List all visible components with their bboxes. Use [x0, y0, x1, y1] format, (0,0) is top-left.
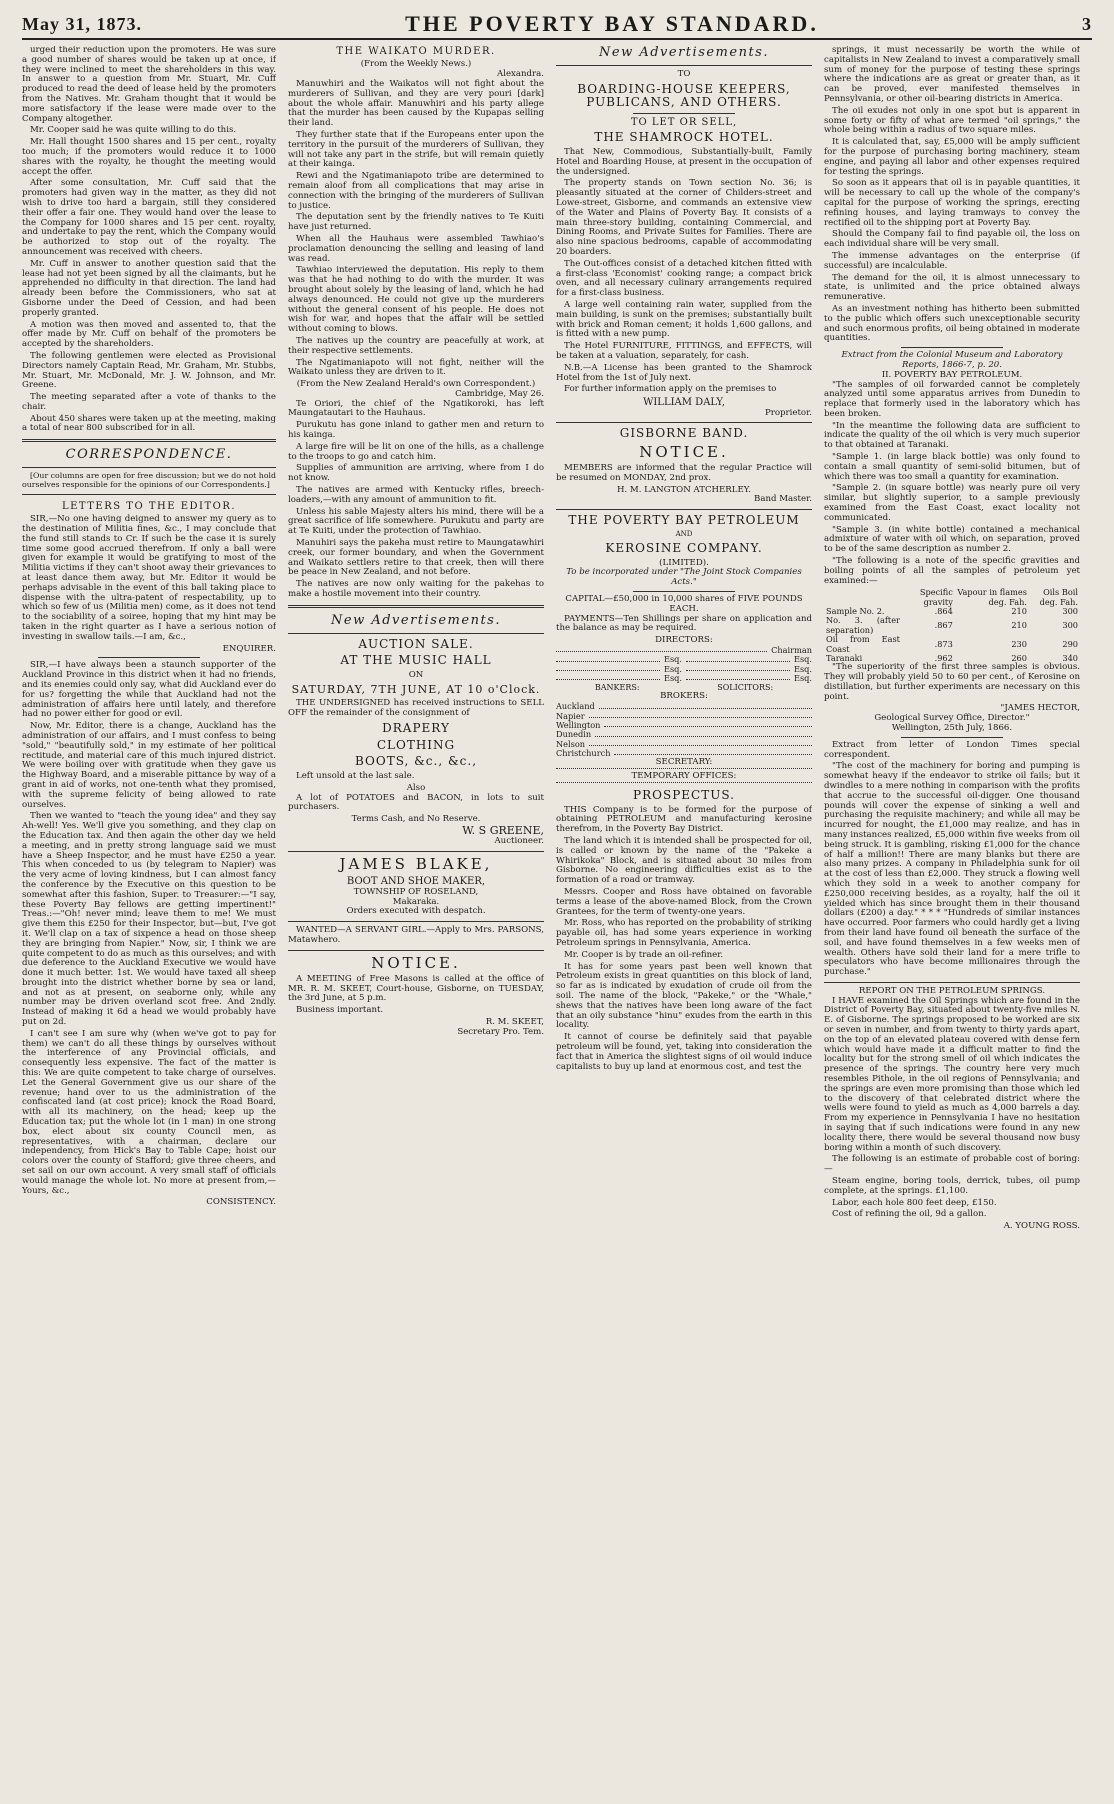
- article-paragraph: Manuwhiri and the Waikatos will not fight about the murderers of Sullivan, and they are very pouri [dark] about the whole affair. Manuwhiri and his party allege that the murder has been caused by the Kupapas selling their land.: [288, 78, 544, 129]
- ad-heading: THE POVERTY BAY PETROLEUM: [568, 513, 800, 528]
- ad-text: The property stands on Town section No. 36; is pleasantly situated at the corner of Childers-street and Lowe-street, Gisborne, and commands an extensive view of the Water and Plains of Poverty Bay. It consists of a main three-story building, containing Commercial, and Dining Rooms, and Private Suites for Families. There are also nine spacious bedrooms, capable of accommodating 20 boarders.: [556, 178, 812, 257]
- ad-signature: WILLIAM DALY,: [643, 397, 725, 409]
- extract-paragraph: "Sample 1. (in large black bottle) was only found to contain a small quantity of semi-solid bitumen, but of which there was too small a quantity for examination.: [824, 452, 1080, 482]
- ad-text: The Hotel FURNITURE, FITTINGS, and EFFECTS, will be taken at a valuation, separately, for cash.: [556, 341, 812, 361]
- ad-line: AND: [675, 529, 693, 538]
- ad-line: ON: [408, 669, 424, 680]
- ad-line: (LIMITED).: [659, 557, 709, 568]
- ad-heading: PROSPECTUS.: [633, 787, 735, 802]
- ad-line: DRAPERY: [382, 720, 450, 735]
- divider: [22, 494, 276, 495]
- divider: [556, 509, 812, 510]
- article-paragraph: After some consultation, Mr. Cuff said that the promoters had given way in the matter, as they did not wish to drive too hard a bargain, still they considered their offer a fair one. They would hand over the lease to the Company for 1000 shares and 15 per cent. royalty, and undertake to pay the rent, which the Company would be authorized to stop out of the royalty. The announcement was received with cheers.: [22, 178, 276, 257]
- gravity-table: [824, 588, 1080, 663]
- article-paragraph: Rewi and the Ngatimaniapoto tribe are determined to remain aloof from all complications that may arise in connection with the bringing of the murderers of Sullivan to justice.: [288, 171, 544, 211]
- article-paragraph: The deputation sent by the friendly natives to Te Kuiti have just returned.: [288, 212, 544, 233]
- article-paragraph: Tawhiao interviewed the deputation. His reply to them was that he had nothing to do with the murder. It was brought about solely by the leasing of land, which he had always denounced. He could not give up the murderers without the general consent of his people. He does not wish for war, and hopes that the affair will be settled without coming to blows.: [288, 265, 544, 335]
- ad-heading: THE SHAMROCK HOTEL.: [594, 130, 774, 145]
- section-heading: New Advertisements.: [599, 46, 769, 60]
- form-line: Auckland: [556, 702, 812, 711]
- dateline: Alexandra.: [496, 69, 544, 80]
- column-1: [22, 46, 276, 1796]
- letter-signature: CONSISTENCY.: [206, 1197, 276, 1208]
- prospectus-paragraph: The demand for the oil, it is almost unnecessary to state, is unlimited and the price obtained always remunerative.: [824, 272, 1080, 303]
- form-label: SOLICITORS:: [717, 683, 774, 693]
- letter-signature: ENQUIRER.: [222, 643, 276, 654]
- extract-paragraph: "Sample 2. (in square bottle) was nearly pure oil very similar, but slightly superior, to a sample previously examined from the East Coast, exact locality not communicated.: [824, 483, 1080, 523]
- ad-heading: KEROSINE COMPANY.: [605, 540, 763, 555]
- article-paragraph: A large fire will be lit on one of the hills, as a challenge to the troops to go and catch him.: [288, 441, 544, 462]
- article-paragraph: Mr. Cooper said he was quite willing to do this.: [30, 125, 237, 136]
- article-heading: THE WAIKATO MURDER.: [336, 46, 496, 57]
- table-row: Sample No. 2. .864 210 300: [826, 606, 1078, 617]
- prospectus-paragraph: THIS Company is to be formed for the purpose of obtaining PETROLEUM and manufacturing kerosine therefrom, in the Poverty Bay District.: [556, 804, 812, 835]
- ad-line: CAPITAL—£50,000 in 10,000 shares of FIVE POUNDS EACH.: [565, 593, 803, 614]
- ad-signature: Auctioneer.: [494, 836, 544, 847]
- section-heading: CORRESPONDENCE.: [65, 447, 233, 463]
- masthead: [22, 10, 1092, 40]
- report-paragraph: Cost of refining the oil, 9d a gallon.: [832, 1209, 987, 1220]
- form-line: Esq. Esq.: [556, 674, 812, 683]
- ad-line: CLOTHING: [376, 737, 456, 752]
- ad-heading: GISBORNE BAND.: [619, 426, 749, 441]
- ad-signature: H. M. LANGTON ATCHERLEY.: [616, 484, 752, 495]
- form-line: Chairman: [556, 646, 812, 655]
- editorial-note: [Our columns are open for free discussion; but we do not hold ourselves responsible for the opinions of our Correspondents.]: [22, 471, 276, 489]
- section-heading: LETTERS TO THE EDITOR.: [61, 500, 237, 512]
- section-heading: New Advertisements.: [331, 612, 501, 628]
- article-paragraph: Mr. Cuff in answer to another question said that the lease had not yet been signed by all the claimants, but he apprehended no difficulty in that direction. The land had already been before the Commissioners, who sat at Gisborne under the Deed of Cession, and had been properly granted.: [22, 258, 276, 318]
- letter-paragraph: SIR,—No one having deigned to answer my query as to the destination of Militia fines, &c., I may conclude that the fund still stands to Cr. If such be the case it is surely time some good accrued therefrom. If only a ball were given for example it would be gratifying to most of the Militia victims if they can't shoot away their grievances to at least dance them away, but Mr. Editor it would be perhaps advisable in the event of this ball taking place to dispense with the ultra-patent of respectability, up to which so few of us (Militia men) come, as it does not tend to the sociability of a soiree, hoping that my hint may be taken in the right quarter as I have a serious notion of investing in swallow tails.—I am, &c.,: [22, 514, 276, 642]
- article-paragraph: When all the Hauhaus were assembled Tawhiao's proclamation denouncing the selling and leasing of land was read.: [288, 233, 544, 264]
- ad-text: THE UNDERSIGNED has received instructions to SELL OFF the remainder of the consignment of: [288, 698, 544, 719]
- ad-line: BOOT AND SHOE MAKER,: [346, 876, 486, 888]
- ad-text: WANTED—A SERVANT GIRL.—Apply to Mrs. PARSONS, Matawhero.: [288, 925, 544, 945]
- ad-line: Makaraka.: [392, 896, 440, 907]
- extract-subheading: II. POVERTY BAY PETROLEUM.: [881, 369, 1023, 380]
- article-source: (From the New Zealand Herald's own Correspondent.): [296, 379, 536, 390]
- ad-heading: JAMES BLAKE,: [339, 855, 493, 874]
- extract-paragraph: "The samples of oil forwarded cannot be completely analyzed until some apparatus arrives from Dunedin to replace that formerly used in the laboratory which has been broken.: [824, 379, 1080, 419]
- article-paragraph: They further state that if the Europeans enter upon the territory in the pursuit of the murderers of Sullivan, they will not take any part in the strife, but will remain quietly at their kainga.: [288, 129, 544, 170]
- article-paragraph: A motion was then moved and assented to, that the offer made by Mr. Cuff on behalf of the promoters be accepted by the shareholders.: [22, 319, 276, 350]
- dateline: Cambridge, May 26.: [455, 388, 544, 399]
- form-line: Esq. Esq.: [556, 655, 812, 664]
- ad-text: Left unsold at the last sale.: [296, 770, 415, 781]
- divider: [288, 633, 544, 634]
- article-paragraph: The meeting separated after a vote of thanks to the chair.: [22, 392, 276, 412]
- column-3: [556, 46, 812, 1796]
- divider: [901, 347, 1003, 348]
- form-label: SECRETARY:: [655, 757, 713, 768]
- ad-heading: AUCTION SALE.: [358, 636, 474, 651]
- form-label: TEMPORARY OFFICES:: [631, 771, 737, 782]
- article-paragraph: About 450 shares were taken up at the meeting, making a total of near 800 subscribed for in all.: [22, 413, 276, 434]
- column-4: [824, 46, 1080, 1796]
- letter-paragraph: Then we wanted to "teach the young idea" and they say Ah-well! Yes. We'll give you something, and they clap on the Education tax. And then again the other day we held a meeting, and in pretty strong language said we must have a Sheep Inspector, and he must have £250 a year. This when conceded to us (by telegram to Napier) was the very acme of loving kindness, but I can almost fancy the conference by the Executive on this question to be somewhat after this fashion, Super. to Treasurer:—"I say, these Poverty Bay fellows are getting impertinent!" Treas.:—"Oh! never mind; leave them to me! We must give them this £250 for their Inspector, but—but, I've got it. We'll clap on a tax of sixpence a head on those sheep they are bringing from Napier." Now, sir, I think we are quite competent to do as much as this ourselves; and with due deference to the Auckland Executive we would have done it much better. 1st. We would have taxed all sheep brought into the district whether borne by sea or land, and not as at present, on seaborne only, while any number may be driven overland scot free. And 2ndly. Instead of making it 6d a head we would probably have put on 2d.: [22, 811, 276, 1028]
- prospectus-paragraph: It cannot of course be definitely said that payable petroleum will be found, yet, taking into consideration the fact that in America the slightest signs of oil would induce capitalists to buy up land at enormous cost, and test the: [556, 1032, 812, 1072]
- table-row: No. 3. (after separation) .867 210 300: [826, 615, 1078, 635]
- table-header-row: Specific gravity Vapour in flames deg. Fah. Oils Boil deg. Fah.: [919, 587, 1078, 607]
- ad-line: To be incorporated under "The Joint Stock Companies Acts.": [566, 567, 802, 588]
- ad-line: TOWNSHIP OF ROSELAND,: [353, 886, 479, 897]
- form-label: BANKERS:: [594, 683, 640, 693]
- ad-heading: NOTICE.: [639, 443, 729, 461]
- article-paragraph: The Ngatimaniapoto will not fight, neither will the Waikato unless they are driven to it.: [288, 357, 544, 378]
- prospectus-paragraph: So soon as it appears that oil is in payable quantities, it will be necessary to call up the whole of the company's capital for the purpose of working the springs, erecting refining houses, and laying tramways to convey the rectified oil to the shipping port at Poverty Bay.: [824, 178, 1080, 228]
- report-paragraph: I HAVE examined the Oil Springs which are found in the District of Poverty Bay, situated about twenty-five miles N. E. of Gisborne. The springs proposed to be worked are six or seven in number, and from twenty to thirty yards apart, on the top of an elevated plateau covered with dense fern which would have made it a difficult matter to find the locality but for the strong smell of oil which indicates the presence of the springs. The country here very much resembles Pithole, in the oil regions of Pennsylvania; and the springs are even more promising than those which led to the discovery of that celebrated district where the wells were found to yield as much as 4,000 barrels a day. From my experience in Pennsylvania I have no hesitation in saying that if such indications were found in any new locality there, there would be several thousand now busy boring within a month of such discovery.: [824, 995, 1080, 1153]
- divider: [98, 657, 200, 658]
- form-label: BROKERS:: [660, 691, 708, 702]
- ad-signature: W. S GREENE,: [462, 823, 544, 837]
- article-paragraph: The natives are now only waiting for the pakehas to make a hostile movement into their country.: [288, 579, 544, 600]
- divider: [633, 591, 735, 592]
- extract-paragraph: "The superiority of the first three samples is obvious. They will probably yield 50 to 60 per cent., of Kerosine on distillation, but further experiments are necessary on this point.: [824, 662, 1080, 702]
- ad-line: Orders executed with despatch.: [346, 906, 486, 917]
- prospectus-paragraph: Messrs. Cooper and Ross have obtained on favorable terms a lease of the above-named Block, from the Crown Grantees, for the term of twenty-one years.: [556, 886, 812, 917]
- ad-text: For further information apply on the premises to: [564, 384, 777, 395]
- ad-text: MEMBERS are informed that the regular Practice will be resumed on MONDAY, 2nd prox.: [556, 463, 812, 483]
- report-paragraph: Labor, each hole 800 feet deep, £150.: [832, 1197, 997, 1208]
- extract-heading: Extract from letter of London Times special correspondent.: [824, 739, 1080, 760]
- extract-paragraph: "Sample 3. (in white bottle) contained a mechanical admixture of water with oil which, on separation, proved to be of the same description as number 2.: [824, 524, 1080, 555]
- extract-signature: Geological Survey Office, Director.": [874, 713, 1030, 724]
- divider: [633, 113, 735, 114]
- form-line: Napier: [556, 712, 812, 721]
- divider: [22, 439, 276, 442]
- ad-line: AT THE MUSIC HALL: [340, 653, 492, 668]
- ad-text: The Out-offices consist of a detached kitchen fitted with a first-class 'Economist' cooking range; a compact brick oven, and all necessary culinary arrangements required for a first-class business.: [556, 258, 812, 299]
- divider: [901, 737, 1003, 738]
- report-paragraph: The following is an estimate of probable cost of boring:—: [824, 1154, 1080, 1175]
- report-heading: REPORT ON THE PETROLEUM SPRINGS.: [858, 985, 1046, 996]
- ad-line: SATURDAY, 7TH JUNE, AT 10 o'Clock.: [291, 682, 541, 696]
- extract-signature: Wellington, 25th July, 1866.: [891, 722, 1013, 733]
- prospectus-paragraph: As an investment nothing has hitherto been submitted to the public which offers such unexceptionable security and such enormous profits, oil being obtained in moderate quantities.: [824, 303, 1080, 344]
- form-line: Christchurch: [556, 749, 812, 758]
- ad-signature: Secretary Pro. Tem.: [457, 1026, 544, 1037]
- ad-text: Business important.: [296, 1005, 384, 1016]
- form-label: DIRECTORS:: [655, 635, 713, 646]
- table-row: Oil from East Coast .873 230 290: [826, 634, 1078, 654]
- article-paragraph: The natives are armed with Kentucky rifles, breech-loaders,—with any amount of ammunition to fit.: [288, 485, 544, 505]
- ad-text: A MEETING of Free Masons is called at the office of MR. R. M. SKEET, Court-house, Gisborne, on TUESDAY, the 3rd June, at 5 p.m.: [288, 973, 544, 1004]
- divider: [288, 851, 544, 852]
- prospectus-paragraph: Mr. Ross, who has reported on the probability of striking payable oil, has had some years experience in working Petroleum springs in Pennsylvania, America.: [556, 918, 812, 948]
- ad-line: BOOTS, &c., &c.,: [354, 754, 478, 769]
- ad-line: TO LET OR SELL,: [630, 116, 738, 128]
- letter-paragraph: SIR,—I have always been a staunch supporter of the Auckland Province in this district when it had no friends, and its enemies could only say, what did Auckland ever do for us? forgetting the while that Auckland had not the administration of affairs here until lately, and therefore had no power either for good or evil.: [22, 660, 276, 720]
- table-row: Taranaki .962 260 340: [826, 652, 1078, 663]
- columns: [22, 46, 1092, 1796]
- ad-line: Terms Cash, and No Reserve.: [351, 814, 481, 825]
- divider: [288, 605, 544, 608]
- divider: [556, 422, 812, 423]
- divider: [824, 982, 1080, 983]
- divider: [556, 65, 812, 66]
- issue-date: May 31, 1873.: [22, 13, 142, 34]
- ad-signature: Proprietor.: [764, 407, 812, 418]
- article-paragraph: The natives up the country are peacefully at work, at their respective settlements.: [288, 335, 544, 356]
- article-paragraph: urged their reduction upon the promoters. He was sure a good number of shares would be taken up at once, if they were inclined to meet the shareholders in this way. In answer to a question from Mr. Stuart, Mr. Cuff produced to read the deed of lease held by the promoters from the Natives. Mr. Graham thought that it would be more satisfactory if the lease were made over to the Company altogether.: [22, 46, 276, 124]
- article-paragraph: Supplies of ammunition are arriving, where from I do not know.: [288, 463, 544, 484]
- extract-paragraph: "In the meantime the following data are sufficient to indicate the quality of the oil which is very much superior to that obtained at Taranaki.: [824, 420, 1080, 451]
- newspaper-title: THE POVERTY BAY STANDARD.: [405, 11, 819, 36]
- prospectus-paragraph: It has for some years past been well known that Petroleum exists in great quantities on this block of land, so far as is indicated by exudation of crude oil from the soil. The name of the block, "Pakeke," or the "Whale," shews that the natives have been long aware of the fact that an oily substance "hinu" exudes from the earth in this locality.: [556, 961, 812, 1031]
- extract-signature: "JAMES HECTOR,: [1000, 703, 1080, 714]
- form-line: Nelson: [556, 740, 812, 749]
- column-2: [288, 46, 544, 1796]
- ad-line: Also: [406, 782, 426, 793]
- ad-signature: Band Master.: [754, 494, 812, 505]
- report-signature: A. YOUNG ROSS.: [1003, 1221, 1080, 1232]
- prospectus-paragraph: springs, it must necessarily be worth the while of capitalists in New Zealand to invest a comparatively small sum of money for the purpose of testing these springs where the indications are as great or greater than, as it can be proved, ever manifested themselves in Pennsylvania, or other oil-bearing districts in America.: [824, 46, 1080, 104]
- extract-paragraph: "The cost of the machinery for boring and pumping is somewhat heavy if the endeavor to strike oil fails; but it dwindles to a mere nothing in comparison with the profits that accrue to the successful oil-digger. One thousand pounds will cover the expense of sinking a well and purchasing the requisite machinery; and while all may be incurred for nought, the £1,000 may realize, and has in many instances realized, £5,000 within five weeks from oil being struck. It is gambling, risking £1,000 for the chance of half a million!! There are many blanks but there are also many prizes. A company in Philadelphia sunk for oil at the cost of less than £2,000. They struck a flowing well which they sold in a week to another company for £250,000 receiving besides, as a royalty, half the oil it yielded which has since brought them in their thousand dollars (£200) a day." * * * "Hundreds of similar instances have occurred. Poor farmers who could hardly get a living from their land have found oil beneath the surface of the soil, and have found themselves in a few weeks men of wealth. Others have sold their land for a mere trifle to speculators who have become millionaires through the purchase.": [824, 761, 1080, 978]
- report-paragraph: Steam engine, boring tools, derrick, tubes, oil pump complete, at the springs. £1,100.: [824, 1176, 1080, 1196]
- divider: [288, 921, 544, 922]
- ad-heading: BOARDING-HOUSE KEEPERS, PUBLICANS, AND OTHERS.: [577, 81, 791, 110]
- divider: [288, 950, 544, 951]
- extract-paragraph: "The following is a note of the specific gravities and boiling points of all the samples of petroleum yet examined:—: [824, 556, 1080, 586]
- article-paragraph: Te Oriori, the chief of the Ngatikoroki, has left Maungatautari to the Hauhaus.: [288, 398, 544, 419]
- article-source: (From the Weekly News.): [360, 59, 472, 70]
- letter-paragraph: Now, Mr. Editor, there is a change, Auckland has the administration of our affairs, and I must confess to being "sold," "beautifully sold," in my estimate of her political rectitude, and material care of this much injured district. We were boiling over with gratitude when they gave us the Highway Board, and a miserable pittance by way of a grant in aid of works, not one-tenth what they promised, with the supreme felicity of being allowed to rate ourselves.: [22, 721, 276, 810]
- prospectus-paragraph: Mr. Cooper is by trade an oil-refiner.: [564, 949, 724, 960]
- form-line: Wellington: [556, 721, 812, 730]
- ad-text: A large well containing rain water, supplied from the main building, is sunk on the premises; substantially built with brick and Roman cement; it holds 1,600 gallons, and is fitted with a new pump.: [556, 299, 812, 340]
- letter-paragraph: I can't see I am sure why (when we've got to pay for them) we can't do all these things by ourselves without the interference of any Provincial officials, and consequently less expensive. The fact of the matter is this: We are quite competent to take charge of ourselves. Let the General Government give us our share of the revenue; hand over to us the administration of the confiscated land (at cost price); knock the Road Board, with all its machinery, on the head; keep up the Education tax; put the whole lot (in 1 man) in one strong box, elect about six county Council men, as representatives, with a chairman, declare our independency, from Hick's Bay to Table Cape; hoist our colors over the county of Stafford; give three cheers, and set sail on our own account. A very small staff of officials would manage the whole lot. No more at present from,—Yours, &c.,: [22, 1028, 276, 1196]
- divider: [22, 467, 276, 468]
- article-paragraph: Unless his sable Majesty alters his mind, there will be a great sacrifice of life somewhere. Purukutu and party are at Te Kuiti, under the protection of Tawhiao.: [288, 506, 544, 537]
- article-paragraph: Manuhiri says the pakeha must retire to Maungatawhiri creek, our former boundary, and when the Government and Waikato settlers retire to that creek, then will there be peace in New Zealand, and not before.: [288, 538, 544, 578]
- prospectus-paragraph: Should the Company fail to find payable oil, the loss on each individual share will be very small.: [824, 229, 1080, 250]
- article-paragraph: Mr. Hall thought 1500 shares and 15 per cent., royalty too much; if the promoters would reduce it to 1000 shares with the royalty, he thought the meeting would accept the offer.: [22, 137, 276, 177]
- ad-text: A lot of POTATOES and BACON, in lots to suit purchasers.: [288, 792, 544, 813]
- extract-heading: Extract from the Colonial Museum and Laboratory Reports, 1866-7, p. 20.: [841, 350, 1063, 370]
- ad-signature: R. M. SKEET,: [485, 1016, 544, 1027]
- ad-text: That New, Commodious, Substantially-built, Family Hotel and Boarding House, at present in the occupation of the undersigned.: [556, 147, 812, 177]
- ad-line: TO: [677, 68, 691, 79]
- article-paragraph: The following gentlemen were elected as Provisional Directors namely Captain Read, Mr. Graham, Mr. Stubbs, Mr. Stuart, Mr. McDonald, Mr. J. W. Johnson, and Mr. Greene.: [22, 350, 276, 391]
- article-paragraph: Purukutu has gone inland to gather men and return to his kainga.: [288, 420, 544, 441]
- prospectus-paragraph: The land which it is intended shall be prospected for oil, is called or known by the name of the "Pakeke a Whirikoka" Block, and is situated about 30 miles from Gisborne. No engineering difficulties exist as to the formation of a road or tramway.: [556, 835, 812, 886]
- prospectus-paragraph: It is calculated that, say, £5,000 will be amply sufficient for the purpose of purchasing boring machinery, steam engine, and paying all labor and other expenses required for testing the springs.: [824, 137, 1080, 177]
- prospectus-paragraph: The immense advantages on the enterprise (if successful) are incalculable.: [824, 250, 1080, 271]
- form-line: Dunedin: [556, 730, 812, 739]
- page-number: 3: [1082, 13, 1092, 34]
- ad-heading: NOTICE.: [371, 953, 461, 972]
- ad-text: PAYMENTS—Ten Shillings per share on application and the balance as may be required.: [556, 613, 812, 634]
- form-line: Esq. Esq.: [556, 665, 812, 674]
- form-line: [556, 782, 812, 786]
- prospectus-paragraph: The oil exudes not only in one spot but is apparent in some forty or fifty of what are termed "oil springs," the whole being within a radius of two square miles.: [824, 105, 1080, 136]
- ad-text: N.B.—A License has been granted to the Shamrock Hotel from the 1st of July next.: [556, 362, 812, 383]
